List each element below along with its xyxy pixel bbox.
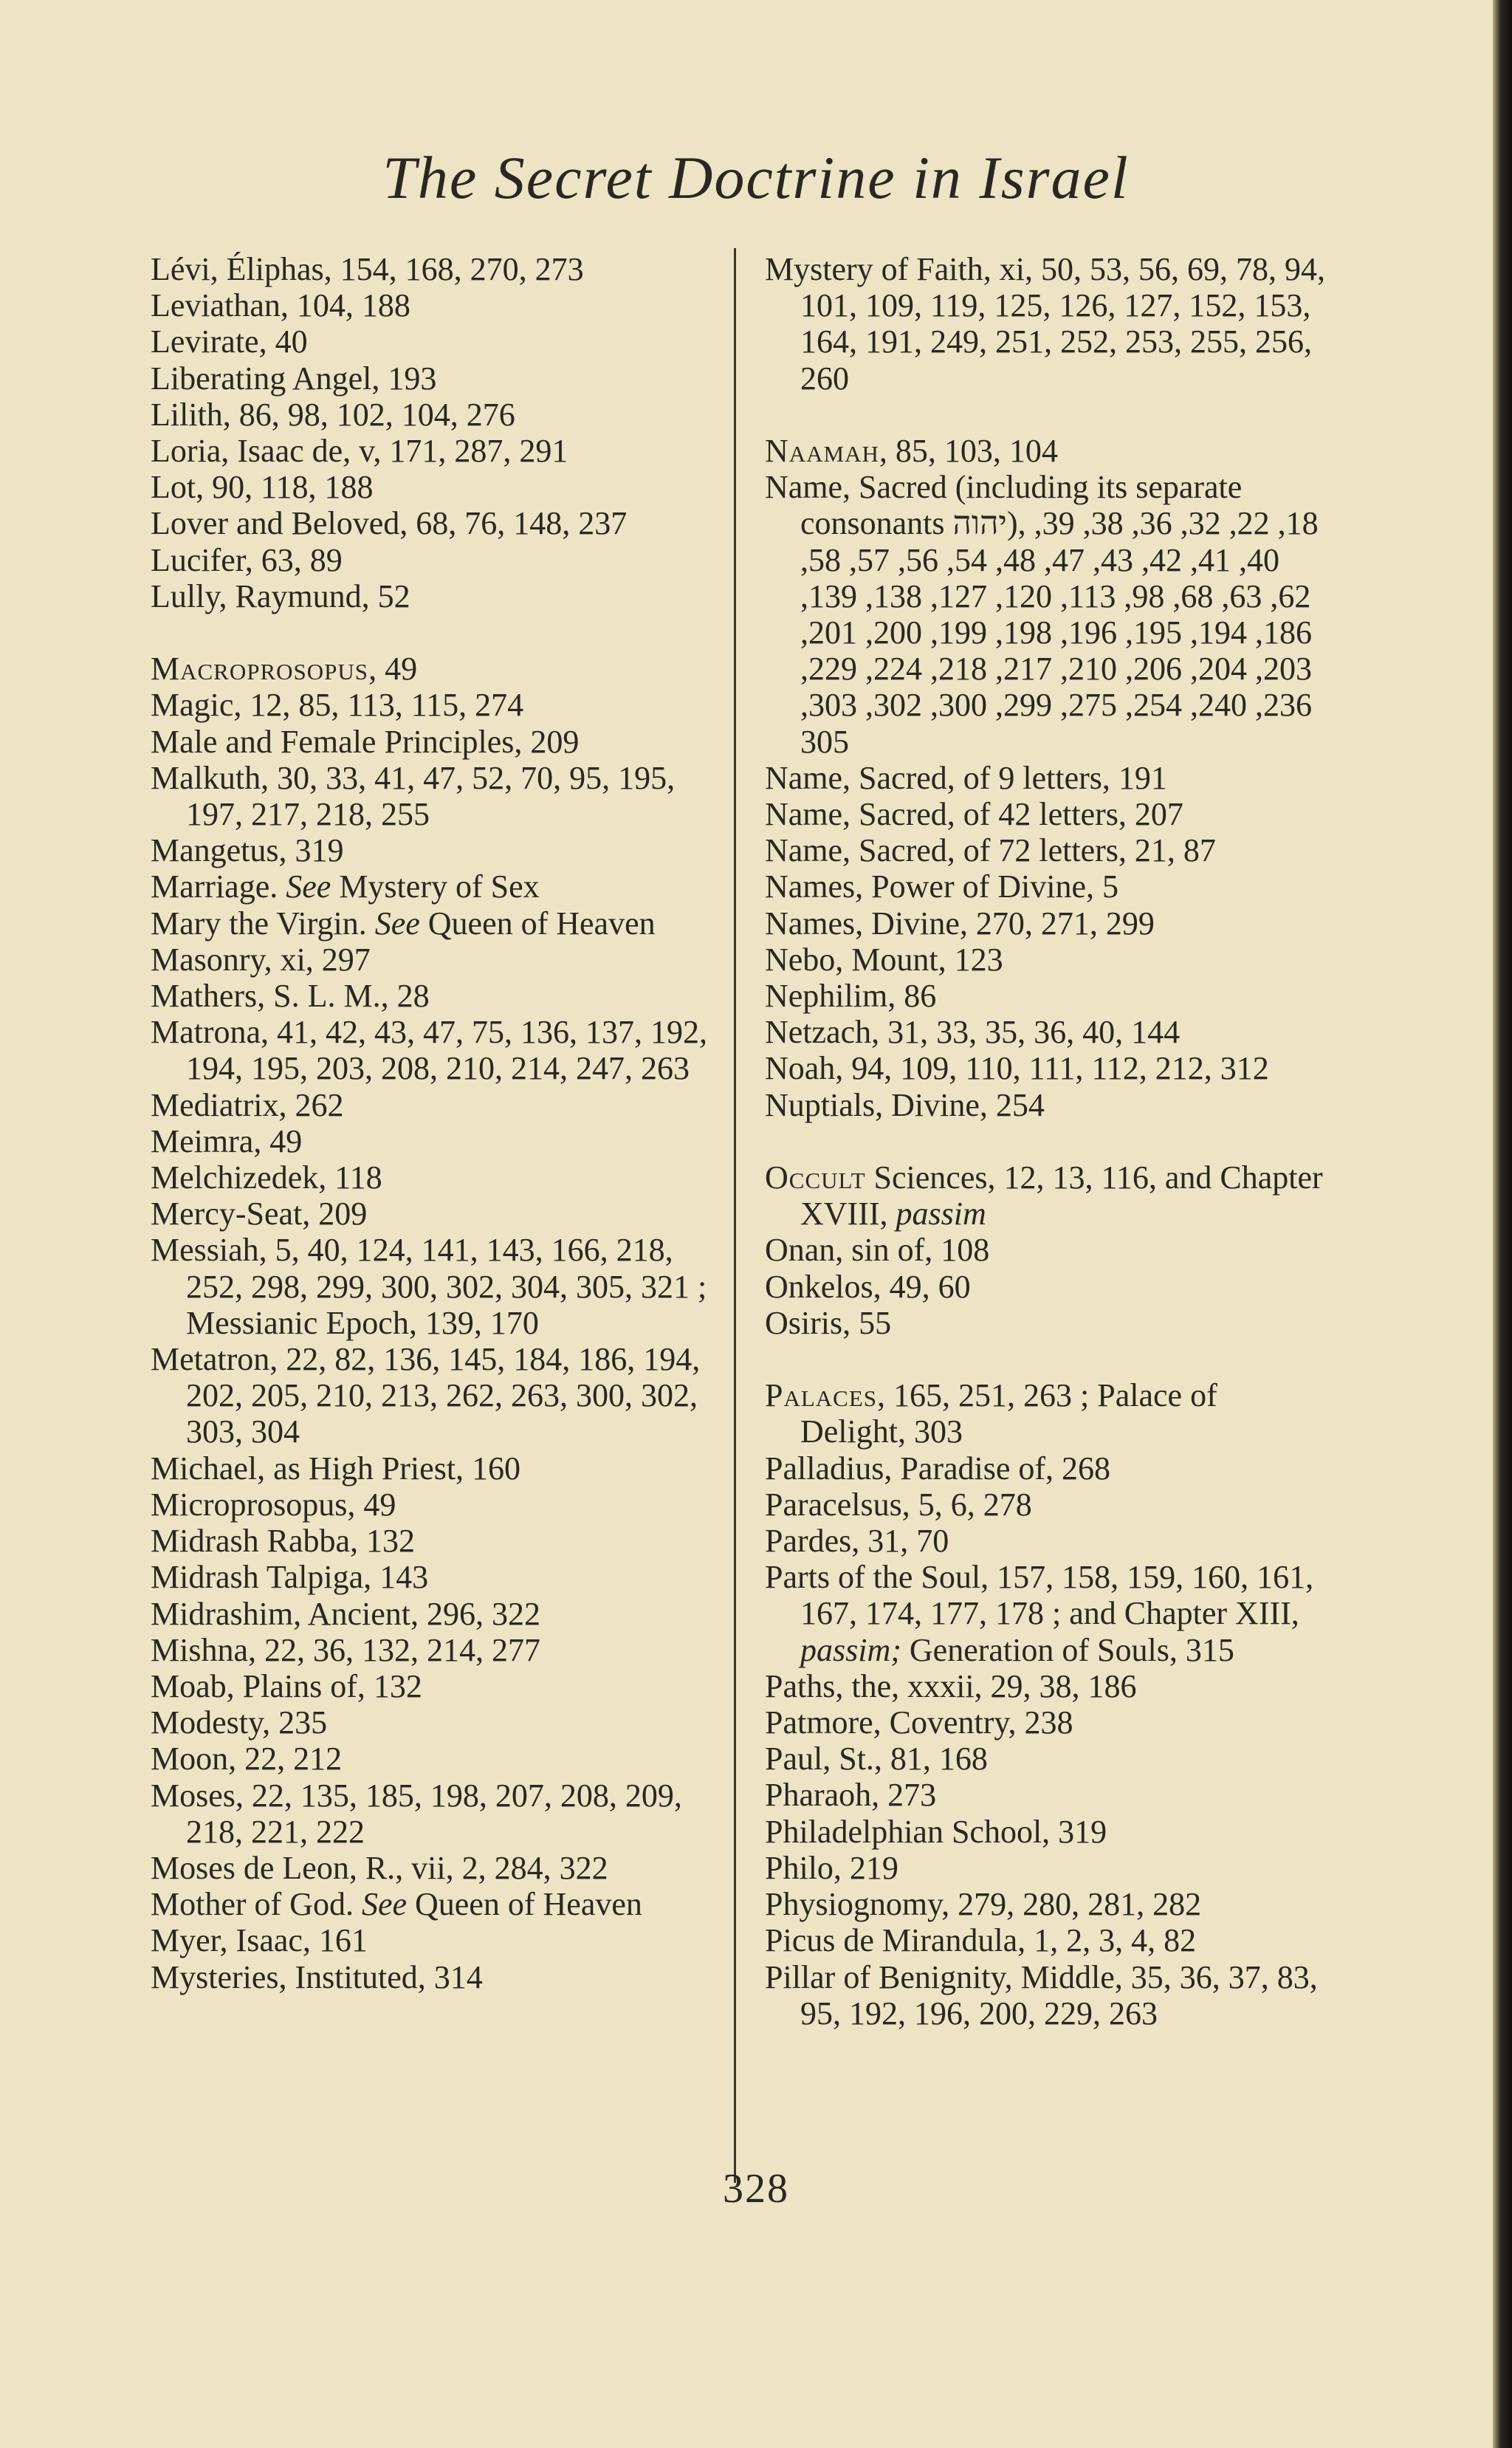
- index-entry-text: Loria, Isaac de, v, 171, 287, 291: [151, 433, 568, 470]
- index-entry-text: Names, Power of Divine, 5: [765, 868, 1119, 905]
- index-entry-text: Levirate, 40: [151, 323, 308, 360]
- index-entry: [765, 1922, 1326, 1958]
- index-entry: [765, 469, 1326, 760]
- index-entry-text: Paul, St., 81, 168: [765, 1741, 988, 1777]
- index-entry-tail: Generation of Souls, 315: [901, 1631, 1234, 1668]
- index-entry-text: , 49: [368, 651, 418, 688]
- index-entry-text: Mathers, S. L. M., 28: [151, 978, 430, 1015]
- index-entry: [151, 1523, 721, 1559]
- index-entry: [765, 1050, 1326, 1086]
- index-entry: [765, 832, 1326, 868]
- index-entry-text: Nebo, Mount, 123: [765, 941, 1003, 978]
- index-entry-text: Patmore, Coventry, 238: [765, 1704, 1073, 1741]
- index-entry: [765, 1014, 1326, 1050]
- index-entry-text: Mangetus, 319: [151, 832, 344, 869]
- book-spine-shadow: [1493, 0, 1512, 2448]
- index-entry: [151, 1159, 721, 1196]
- index-entry-text: Mediatrix, 262: [151, 1086, 344, 1123]
- index-entry-text: Noah, 94, 109, 110, 111, 112, 212, 312: [765, 1050, 1269, 1087]
- index-column-left: [151, 251, 721, 1995]
- index-entry: [765, 1777, 1326, 1813]
- index-entry: [765, 760, 1326, 796]
- index-cross-reference: passim: [896, 1196, 986, 1232]
- index-entry: [151, 1741, 721, 1777]
- index-entry-text: Meimra, 49: [151, 1122, 303, 1159]
- column-divider: [734, 248, 736, 2183]
- index-entry: [151, 832, 721, 868]
- index-entry: [765, 1959, 1326, 2032]
- index-entry-text: Nephilim, 86: [765, 978, 937, 1015]
- index-entry-text: Picus de Mirandula, 1, 2, 3, 4, 82: [765, 1922, 1197, 1959]
- index-entry-text: Onan, sin of, 108: [765, 1232, 990, 1269]
- section-gap: [765, 397, 1326, 433]
- index-entry: [151, 251, 721, 287]
- index-entry: [151, 1959, 721, 1995]
- index-entry: [151, 724, 721, 760]
- index-entry: [765, 1850, 1326, 1886]
- index-entry-text: Mary the Virgin.: [151, 905, 375, 942]
- index-entry: [151, 1704, 721, 1741]
- index-entry: [765, 868, 1326, 905]
- index-entry-text: Marriage.: [151, 868, 286, 905]
- index-entry-text: Name, Sacred, of 9 letters, 191: [765, 759, 1167, 796]
- index-entry-text: Pharaoh, 273: [765, 1777, 937, 1814]
- index-entry: [151, 1232, 721, 1341]
- index-entry-text: Lover and Beloved, 68, 76, 148, 237: [151, 505, 628, 542]
- index-entry: [151, 1596, 721, 1632]
- index-entry: [765, 433, 1326, 469]
- index-entry: [765, 796, 1326, 832]
- index-entry: [151, 323, 721, 360]
- index-cross-reference: See: [286, 868, 331, 905]
- index-entry: [765, 1668, 1326, 1704]
- index-entry: [151, 397, 721, 433]
- index-entry: [151, 1777, 721, 1850]
- index-entry-text: Name, Sacred, of 42 letters, 207: [765, 796, 1183, 833]
- index-entry-text: Netzach, 31, 33, 35, 36, 40, 144: [765, 1014, 1181, 1051]
- index-entry: [151, 578, 721, 614]
- index-entry-tail: Queen of Heaven: [407, 1886, 642, 1923]
- index-entry: [151, 651, 721, 687]
- index-entry-text: Physiognomy, 279, 280, 281, 282: [765, 1886, 1202, 1923]
- index-letter-lead: Naamah: [765, 433, 879, 469]
- index-entry-text: Nuptials, Divine, 254: [765, 1086, 1045, 1123]
- index-entry: [765, 1269, 1326, 1305]
- running-title: The Secret Doctrine in Israel: [382, 144, 1130, 211]
- index-entry: [151, 1341, 721, 1450]
- index-entry-text: Name, Sacred (including its separate consonants יהוה), 18, 22, 32, 36, 38, 39, 40, 41, 42, 43, 47, 48, 54, 56, 57, 58, 62, 63, 68, 98, 113, 120, 127, 138, 139, 186, 194, 195, 196, 198, 199, 200, 201, 203, 204, 206, 210, 217, 218, 224, 229, 236, 240, 254, 275, 299, 300, 302, 303, 305: [765, 469, 1319, 760]
- index-entry-text: Messiah, 5, 40, 124, 141, 143, 166, 218, 252, 298, 299, 300, 302, 304, 305, 321 ; Messianic Epoch, 139, 170: [151, 1232, 707, 1341]
- index-entry: [151, 905, 721, 942]
- index-entry: [765, 1232, 1326, 1268]
- index-entry-text: Metatron, 22, 82, 136, 145, 184, 186, 194, 202, 205, 210, 213, 262, 263, 300, 302, 303, 304: [151, 1341, 701, 1450]
- index-entry-text: Moses, 22, 135, 185, 198, 207, 208, 209, 218, 221, 222: [151, 1777, 682, 1850]
- index-letter-lead: Palaces: [765, 1377, 878, 1414]
- index-entry: [151, 687, 721, 723]
- index-entry-text: Male and Female Principles, 209: [151, 723, 580, 760]
- index-entry-text: Malkuth, 30, 33, 41, 47, 52, 70, 95, 195, 197, 217, 218, 255: [151, 759, 676, 833]
- index-entry: [151, 978, 721, 1014]
- index-entry: [151, 942, 721, 978]
- index-entry-text: Melchizedek, 118: [151, 1159, 382, 1196]
- index-entry: [151, 1559, 721, 1595]
- index-entry-text: Midrash Talpiga, 143: [151, 1559, 429, 1596]
- index-entry: [151, 1123, 721, 1159]
- index-entry: [151, 1196, 721, 1232]
- index-entry-text: Lully, Raymund, 52: [151, 577, 410, 614]
- section-gap: [765, 1341, 1326, 1377]
- index-entry-text: Myer, Isaac, 161: [151, 1922, 368, 1959]
- index-entry: [765, 1450, 1326, 1487]
- index-entry-text: Michael, as High Priest, 160: [151, 1450, 521, 1487]
- index-entry-text: Lucifer, 63, 89: [151, 541, 343, 578]
- index-entry: [151, 1632, 721, 1668]
- index-entry: [765, 1704, 1326, 1741]
- index-entry: [765, 1559, 1326, 1668]
- index-entry-tail: Mystery of Sex: [331, 868, 540, 905]
- page-number: 328: [723, 2166, 789, 2212]
- index-entry-tail: Queen of Heaven: [419, 905, 656, 942]
- index-entry-text: Paths, the, xxxii, 29, 38, 186: [765, 1667, 1137, 1704]
- index-entry: [765, 1814, 1326, 1850]
- index-entry: [151, 433, 721, 469]
- index-entry-text: Pillar of Benignity, Middle, 35, 36, 37, 83, 95, 192, 196, 200, 229, 263: [765, 1958, 1318, 2032]
- index-entry: [151, 868, 721, 905]
- index-entry-text: Parts of the Soul, 157, 158, 159, 160, 161, 167, 174, 177, 178 ; and Chapter XIII,: [765, 1559, 1314, 1632]
- index-entry-text: Lot, 90, 118, 188: [151, 469, 374, 506]
- index-entry: [151, 1487, 721, 1523]
- index-entry-text: Moon, 22, 212: [151, 1741, 343, 1777]
- index-entry: [151, 1087, 721, 1123]
- index-entry-text: Pardes, 31, 70: [765, 1523, 949, 1560]
- index-entry-text: Sciences, 12, 13, 116, and Chapter XVIII,: [800, 1159, 1323, 1232]
- index-entry: [151, 287, 721, 323]
- index-entry: [765, 1377, 1326, 1450]
- index-entry-text: Philadelphian School, 319: [765, 1813, 1107, 1850]
- index-entry-text: Osiris, 55: [765, 1304, 892, 1341]
- index-entry: [151, 760, 721, 832]
- index-entry: [765, 1487, 1326, 1523]
- index-entry-text: Mother of God.: [151, 1886, 362, 1923]
- index-entry: [151, 360, 721, 397]
- index-entry: [151, 1014, 721, 1086]
- index-entry: [765, 251, 1326, 397]
- index-entry-text: Mysteries, Instituted, 314: [151, 1958, 483, 1995]
- section-gap: [151, 614, 721, 651]
- index-entry-text: Midrashim, Ancient, 296, 322: [151, 1595, 540, 1632]
- index-entry-text: Mercy-Seat, 209: [151, 1196, 368, 1232]
- index-entry-text: Microprosopus, 49: [151, 1486, 396, 1523]
- index-entry-text: Paracelsus, 5, 6, 278: [765, 1486, 1032, 1523]
- index-entry-text: Philo, 219: [765, 1849, 898, 1886]
- index-entry-text: Name, Sacred, of 72 letters, 21, 87: [765, 832, 1216, 869]
- index-entry-text: Onkelos, 49, 60: [765, 1268, 971, 1305]
- index-entry-text: , 85, 103, 104: [879, 433, 1058, 469]
- index-entry-text: Palladius, Paradise of, 268: [765, 1450, 1111, 1487]
- index-entry-text: Lilith, 86, 98, 102, 104, 276: [151, 396, 515, 433]
- section-gap: [765, 1123, 1326, 1159]
- index-entry-text: Magic, 12, 85, 113, 115, 274: [151, 687, 524, 724]
- index-entry: [765, 905, 1326, 942]
- index-entry: [765, 1741, 1326, 1777]
- index-entry-text: Moab, Plains of, 132: [151, 1667, 422, 1704]
- index-entry: [151, 1886, 721, 1922]
- index-entry: [151, 469, 721, 505]
- index-entry: [151, 542, 721, 578]
- index-entry-text: Liberating Angel, 193: [151, 360, 437, 397]
- index-entry-text: Midrash Rabba, 132: [151, 1523, 416, 1560]
- index-entry: [151, 505, 721, 541]
- index-entry-text: Lévi, Éliphas, 154, 168, 270, 273: [151, 251, 584, 287]
- index-entry-text: , 165, 251, 263 ; Palace of Delight, 303: [800, 1377, 1217, 1450]
- index-entry-text: Modesty, 235: [151, 1704, 328, 1741]
- index-entry-text: Names, Divine, 270, 271, 299: [765, 905, 1155, 942]
- index-entry: [151, 1850, 721, 1886]
- index-entry: [765, 978, 1326, 1014]
- index-entry-text: Mystery of Faith, xi, 50, 53, 56, 69, 78, 94, 101, 109, 119, 125, 126, 127, 152, 153, 164, 191, 249, 251, 252, 253, 255, 256, 260: [765, 251, 1325, 397]
- index-entry-text: Moses de Leon, R., vii, 2, 284, 322: [151, 1849, 608, 1886]
- index-entry: [765, 1305, 1326, 1341]
- index-column-right: [765, 251, 1326, 2032]
- index-entry: [765, 942, 1326, 978]
- index-cross-reference: See: [374, 905, 420, 942]
- index-entry: [765, 1087, 1326, 1123]
- index-entry: [151, 1450, 721, 1487]
- index-entry: [151, 1922, 721, 1958]
- index-letter-lead: Occult: [765, 1159, 866, 1196]
- index-entry-text: Leviathan, 104, 188: [151, 287, 410, 324]
- index-entry: [765, 1159, 1326, 1232]
- index-cross-reference: See: [361, 1886, 408, 1923]
- index-entry: [765, 1886, 1326, 1922]
- index-letter-lead: Macroprosopus: [151, 651, 369, 688]
- index-entry: [151, 1668, 721, 1704]
- index-entry-text: Masonry, xi, 297: [151, 941, 371, 978]
- index-cross-reference: passim;: [800, 1631, 901, 1668]
- index-entry-text: Matrona, 41, 42, 43, 47, 75, 136, 137, 192, 194, 195, 203, 208, 210, 214, 247, 263: [151, 1014, 708, 1087]
- index-entry-text: Mishna, 22, 36, 132, 214, 277: [151, 1631, 540, 1668]
- index-entry: [765, 1523, 1326, 1559]
